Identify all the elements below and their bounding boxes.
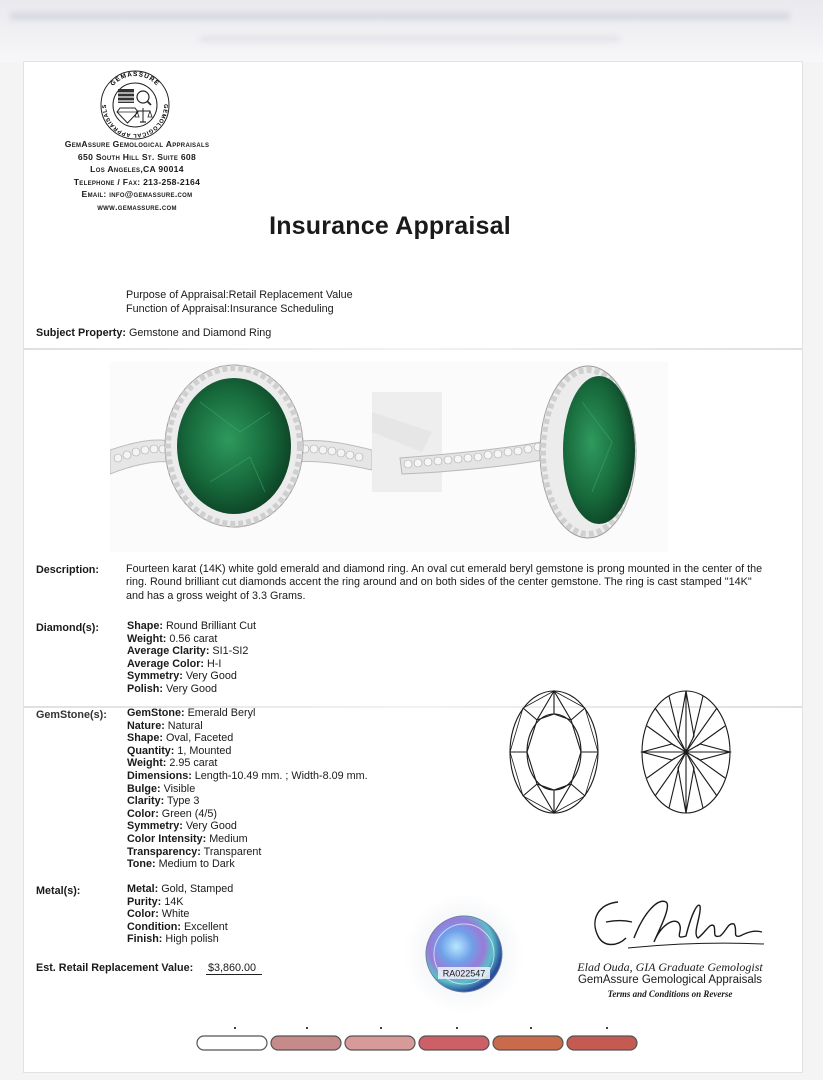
fold-line [24,348,802,350]
appraiser-company: GemAssure Gemological Appraisals [577,974,763,986]
metal-field: Finish: High polish [127,933,219,946]
gemstone-field: Color Intensity: Medium [127,832,248,845]
gemstones-label: GemStone(s): [36,709,107,721]
company-block [24,138,250,214]
description-label: Description: [36,564,99,576]
company-website: www.gemassure.com [97,201,177,212]
company-address-2: Los Angeles,CA 90014 [90,164,184,175]
gemstone-field: Shape: Oval, Faceted [127,732,234,745]
subject-value: Gemstone and Diamond Ring [129,327,272,339]
gemstone-field: Transparency: Transparent [127,845,262,858]
company-email: Email: info@gemassure.com [81,189,193,200]
terms-note: Terms and Conditions on Reverse [607,989,733,999]
metal-field: Purity: 14K [127,895,184,908]
gemstone-field: Bulge: Visible [127,782,196,795]
function-label: Function of Appraisal: [126,302,230,315]
metal-field: Metal: Gold, Stamped [127,883,234,895]
function-value: Insurance Scheduling [229,302,334,315]
diamonds-fields [127,620,256,696]
color-calibration-bar [196,1034,646,1054]
swatch [197,1036,267,1050]
gemstone-field: Clarity: Type 3 [127,795,200,808]
diamond-field: Polish: Very Good [127,682,218,695]
gemstone-field: Dimensions: Length-10.49 mm. ; Width-8.09 mm. [127,769,368,782]
diamond-field: Shape: Round Brilliant Cut [127,620,257,632]
gemstone-field: Symmetry: Very Good [127,820,237,833]
handwritten-signature [588,892,768,954]
seal-number: RA022547 [442,968,486,979]
svg-text:GEMOLOGICAL APPRAISALS: GEMOLOGICAL APPRAISALS [101,103,169,139]
company-name: GemAssure Gemological Appraisals [64,139,210,149]
gemstone-field: Quantity: 1, Mounted [127,744,232,757]
swatch [345,1036,415,1050]
metal-field: Color: White [127,908,190,921]
purpose-block [126,289,353,316]
company-phone: Telephone / Fax: 213-258-2164 [73,176,201,187]
scan-margin-top [0,0,823,62]
purpose-label: Purpose of Appraisal: [126,289,229,301]
subject-label: Subject Property: [36,327,126,339]
diamond-field: Weight: 0.56 carat [127,632,218,645]
diamonds-label: Diamond(s): [36,622,99,634]
estimate-label: Est. Retail Replacement Value: [36,962,194,974]
document-title: Insurance Appraisal [269,212,511,240]
swatch [271,1036,341,1050]
calibration-ticks [196,1024,646,1032]
ring-photo-side [372,362,668,552]
subject-property [36,327,271,339]
swatch [419,1036,489,1050]
company-address-1: 650 South Hill St. Suite 608 [77,151,197,162]
hologram-seal [402,892,526,1016]
bleed-through-text [10,12,790,20]
purpose-value: Retail Replacement Value [228,289,353,301]
swatch [567,1036,637,1050]
diamond-field: Average Clarity: SI1-SI2 [127,645,249,658]
gemstone-fields [127,707,368,871]
appraiser-name: Elad Ouda, GIA Graduate Gemologist [577,960,763,974]
estimate-value: $3,860.00 [206,962,262,975]
appraiser-block [545,961,795,1001]
gemassure-logo [98,68,172,142]
gemstone-field: Nature: Natural [127,719,203,732]
oval-pavilion-diagram [639,688,733,816]
gemstone-field: Tone: Medium to Dark [127,858,235,871]
metal-fields [127,883,233,946]
swatch [493,1036,563,1050]
oval-crown-diagram [507,688,601,816]
gemstone-field: Weight: 2.95 carat [127,757,218,770]
gemstone-field: Color: Green (4/5) [127,807,218,820]
bleed-through-text [200,36,620,42]
metal-label: Metal(s): [36,885,81,897]
description-text: Fourteen karat (14K) white gold emerald and diamond ring. An oval cut emerald beryl gemstone is prong mounted in the center of the ring. Round brilliant cut diamonds accent the ring around and on both sides of the center gemstone. The ring is cast stamped "14K" and has a gross weight of 3.3 Grams. [126,563,763,602]
metal-field: Condition: Excellent [127,920,228,933]
ring-photo-front [110,362,372,552]
gemstone-field: GemStone: Emerald Beryl [127,707,256,719]
diamond-field: Symmetry: Very Good [127,670,237,683]
svg-text:GEMASSURE: GEMASSURE [109,70,161,88]
diamond-field: Average Color: H-I [127,657,222,670]
